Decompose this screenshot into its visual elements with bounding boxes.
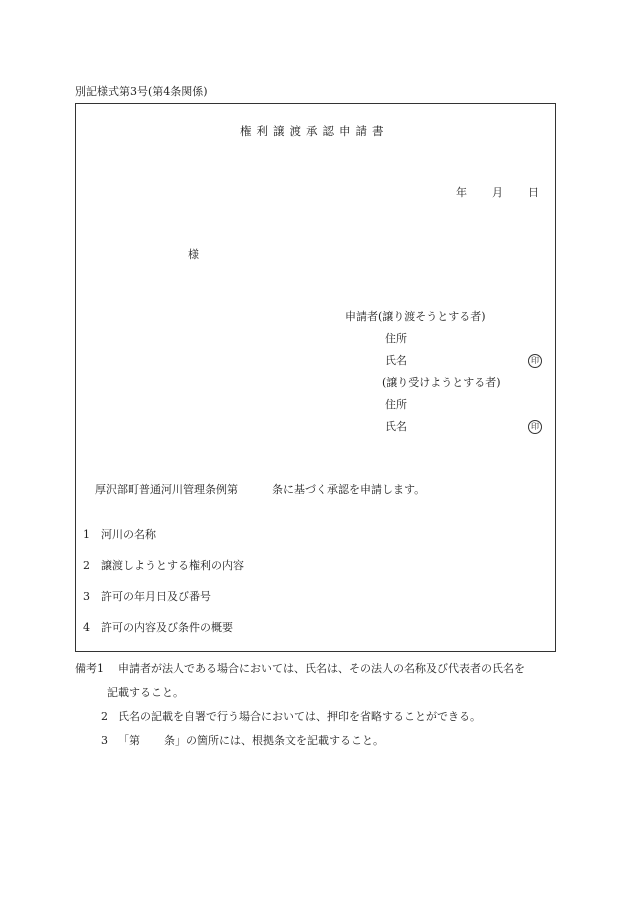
- item-1-number: 1: [83, 528, 90, 541]
- statement-part2: 条に基づく承認を申請します。: [272, 483, 426, 496]
- addressee-suffix: 様: [188, 248, 199, 261]
- date-year-label: 年: [456, 186, 467, 199]
- note-1-line-1: 申請者が法人である場合においては、氏名は、その法人の名称及び代表者の氏名を: [118, 662, 525, 675]
- receiver-address-label: 住所: [385, 398, 407, 411]
- form-title: 権利譲渡承認申請書: [240, 124, 389, 138]
- applicant-address-label: 住所: [385, 332, 407, 345]
- item-2-text: 譲渡しようとする権利の内容: [101, 559, 244, 572]
- date-month-label: 月: [492, 186, 503, 199]
- note-2-text: 氏名の記載を自署で行う場合においては、押印を省略することができる。: [118, 710, 481, 723]
- item-1-text: 河川の名称: [101, 528, 156, 541]
- note-3-text-a: 「第: [118, 734, 140, 747]
- receiver-seal-icon: 印: [528, 420, 542, 434]
- notes-label: 備考1: [75, 662, 104, 675]
- receiver-header: (譲り受けようとする者): [382, 376, 501, 389]
- form-number-label: 別記様式第3号(第4条関係): [75, 85, 208, 98]
- note-2-number: 2: [101, 710, 108, 723]
- applicant-name-label: 氏名: [385, 354, 407, 367]
- item-3-text: 許可の年月日及び番号: [101, 590, 211, 603]
- receiver-name-label: 氏名: [385, 420, 407, 433]
- note-1-line-2: 記載すること。: [107, 686, 184, 699]
- note-3-number: 3: [101, 734, 108, 747]
- note-3-text-b: 条」の箇所には、根拠条文を記載すること。: [164, 734, 384, 747]
- date-day-label: 日: [528, 186, 539, 199]
- item-4-text: 許可の内容及び条件の概要: [101, 621, 233, 634]
- statement-part1: 厚沢部町普通河川管理条例第: [95, 483, 238, 496]
- item-2-number: 2: [83, 559, 90, 572]
- item-3-number: 3: [83, 590, 90, 603]
- applicant-seal-icon: 印: [528, 354, 542, 368]
- item-4-number: 4: [83, 621, 90, 634]
- applicant-header: 申請者(譲り渡そうとする者): [345, 310, 486, 323]
